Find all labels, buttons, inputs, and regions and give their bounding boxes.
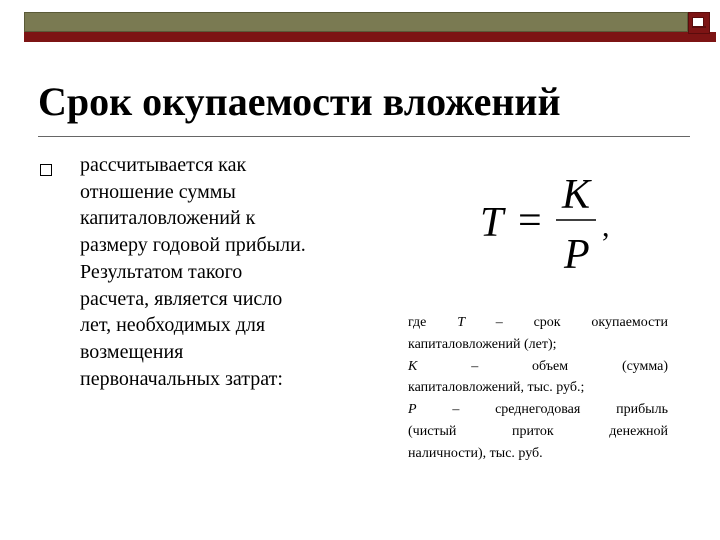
corner-inner-line xyxy=(692,26,706,28)
bullet-line: размеру годовой прибыли. xyxy=(80,234,306,257)
formula-denominator: P xyxy=(564,232,590,278)
legend-line: наличности), тыс. руб. xyxy=(408,445,543,461)
bullet-line: рассчитывается как xyxy=(80,154,247,176)
formula-legend xyxy=(408,312,668,465)
title-divider xyxy=(38,136,690,137)
formula-comma: , xyxy=(602,210,610,243)
legend-line: где T – срок окупаемости xyxy=(408,315,668,330)
legend-line: капиталовложений (лет); xyxy=(408,336,557,352)
legend-line: K – объем (сумма) xyxy=(408,358,668,374)
legend-line: (чистый приток денежной xyxy=(408,423,668,439)
header-olive-bar xyxy=(24,12,688,32)
legend-line: P – среднегодовая прибыль xyxy=(408,402,668,418)
payback-formula xyxy=(478,170,628,280)
corner-decoration xyxy=(688,12,710,34)
slide-title: Срок окупаемости вложений xyxy=(38,79,561,124)
formula-lhs: T xyxy=(480,200,504,246)
header-red-bar xyxy=(24,32,716,42)
formula-numerator: K xyxy=(562,172,591,218)
bullet-line: первоначальных затрат: xyxy=(80,367,283,390)
bullet-line: Результатом такого xyxy=(80,260,243,283)
bullet-text xyxy=(80,152,370,392)
bullet-square-icon xyxy=(40,164,52,176)
bullet-line: расчета, является число xyxy=(80,287,283,310)
bullet-line: лет, необходимых для xyxy=(80,314,266,337)
bullet-line: возмещения xyxy=(80,340,184,363)
bullet-line: капиталовложений к xyxy=(80,207,256,230)
legend-line: капиталовложений, тыс. руб.; xyxy=(408,380,585,396)
bullet-line: отношение суммы xyxy=(80,180,236,203)
formula-equals: = xyxy=(518,198,542,244)
